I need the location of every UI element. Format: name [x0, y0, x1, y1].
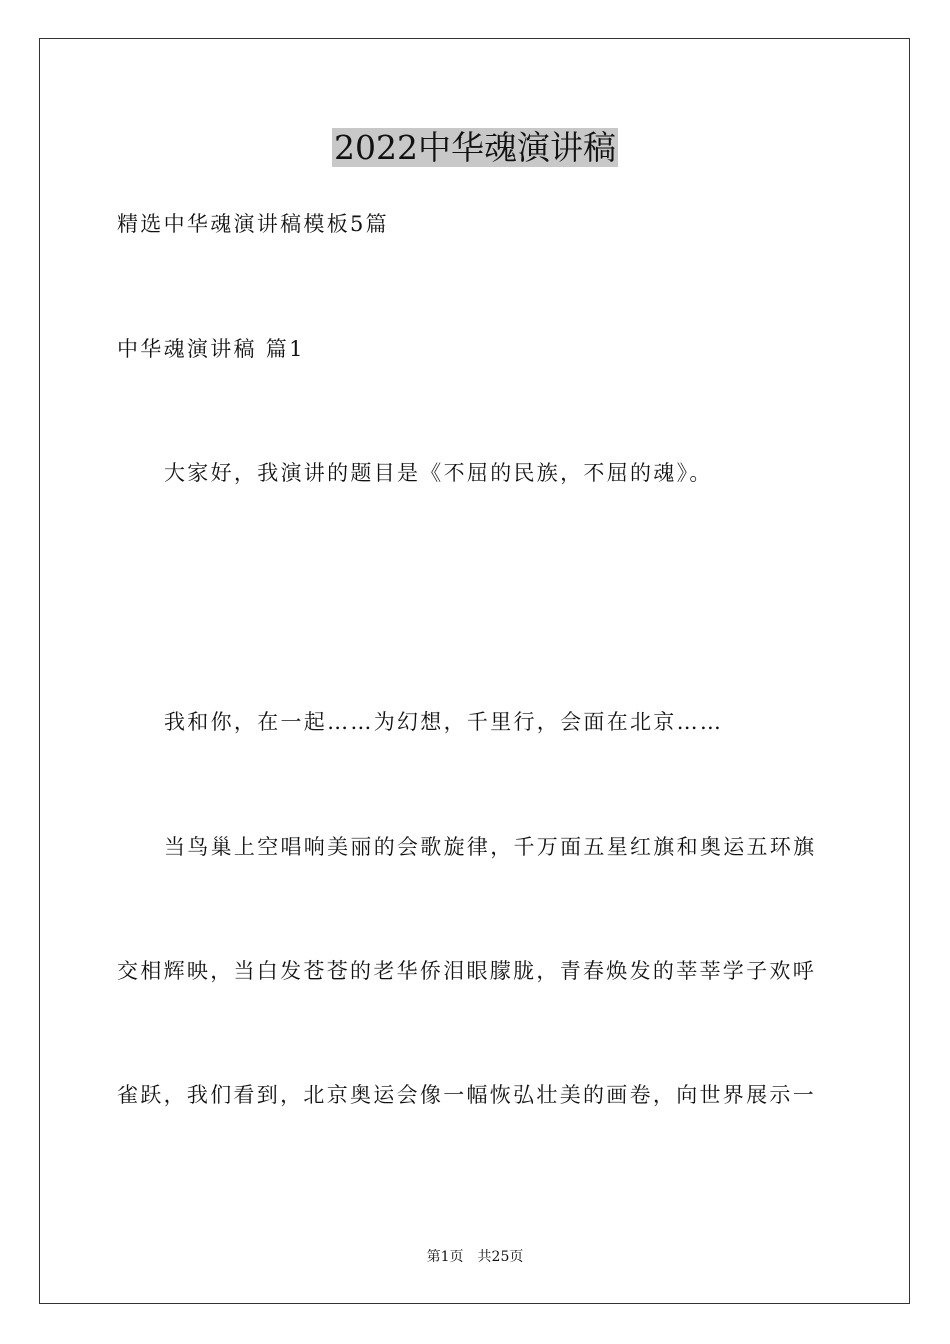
page-number-footer: 第1页 共25页	[426, 1249, 524, 1265]
paragraph-line: 我和你，在一起……为幻想，千里行，会面在北京……	[164, 710, 724, 734]
paragraph-line: 交相辉映，当白发苍苍的老华侨泪眼朦胧，青春焕发的莘莘学子欢呼	[117, 959, 816, 983]
document-title	[0, 126, 950, 170]
document-title-text: 2022中华魂演讲稿	[334, 128, 616, 167]
paragraph-line: 雀跃，我们看到，北京奥运会像一幅恢弘壮美的画卷，向世界展示一	[117, 1083, 816, 1107]
paragraph-line: 当鸟巢上空唱响美丽的会歌旋律，千万面五星红旗和奥运五环旗	[164, 835, 817, 859]
paragraph-line: 大家好，我演讲的题目是《不屈的民族，不屈的魂》。	[164, 461, 713, 485]
document-subtitle: 精选中华魂演讲稿模板5篇	[117, 212, 389, 236]
section-heading: 中华魂演讲稿 篇1	[117, 337, 305, 361]
